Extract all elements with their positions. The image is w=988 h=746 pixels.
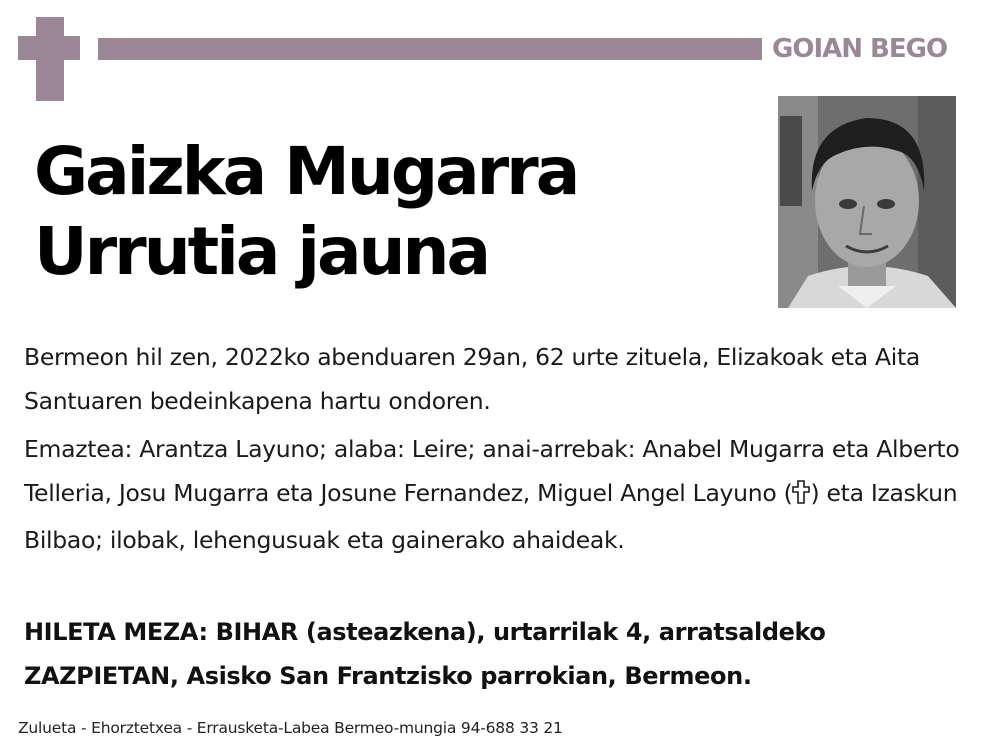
cross-icon-arm [18,36,80,60]
portrait-photo [778,96,956,308]
funeral-mass-notice: HILETA MEZA: BIHAR (asteazkena), urtarrilak 4, arratsaldeko ZAZPIETAN, Asisko San Frantzisko parrokian, Bermeon. [24,618,826,690]
relatives-paragraph [24,427,964,562]
death-notice-paragraph: Bermeon hil zen, 2022ko abenduaren 29an, 62 urte zituela, Elizakoak eta Aita Santuaren bedeinkapena hartu ondoren. [24,343,920,415]
relatives-text-part1: Emaztea: Arantza Layuno; alaba: Leire; anai-arrebak: Anabel Mugarra eta Alberto Telleria, Josu Mugarra eta Josune Fernandez, Miguel Angel Layuno ( [24,435,960,507]
deceased-name-line1: Gaizka Mugarra [34,133,578,210]
deceased-name-line2: Urrutia jauna [34,213,489,290]
portrait-illustration [778,96,956,308]
relatives-text-part2: ) eta Izaskun Bilbao; ilobak, lehengusuak eta gainerako ahaideak. [24,479,958,554]
funeral-home-footer: Zulueta - Ehorztetxea - Errausketa-Labea Bermeo-mungia 94-688 33 21 [18,719,563,737]
header-label: GOIAN BEGO [772,34,948,64]
small-cross-icon [792,474,810,518]
header-divider-bar [98,38,762,60]
